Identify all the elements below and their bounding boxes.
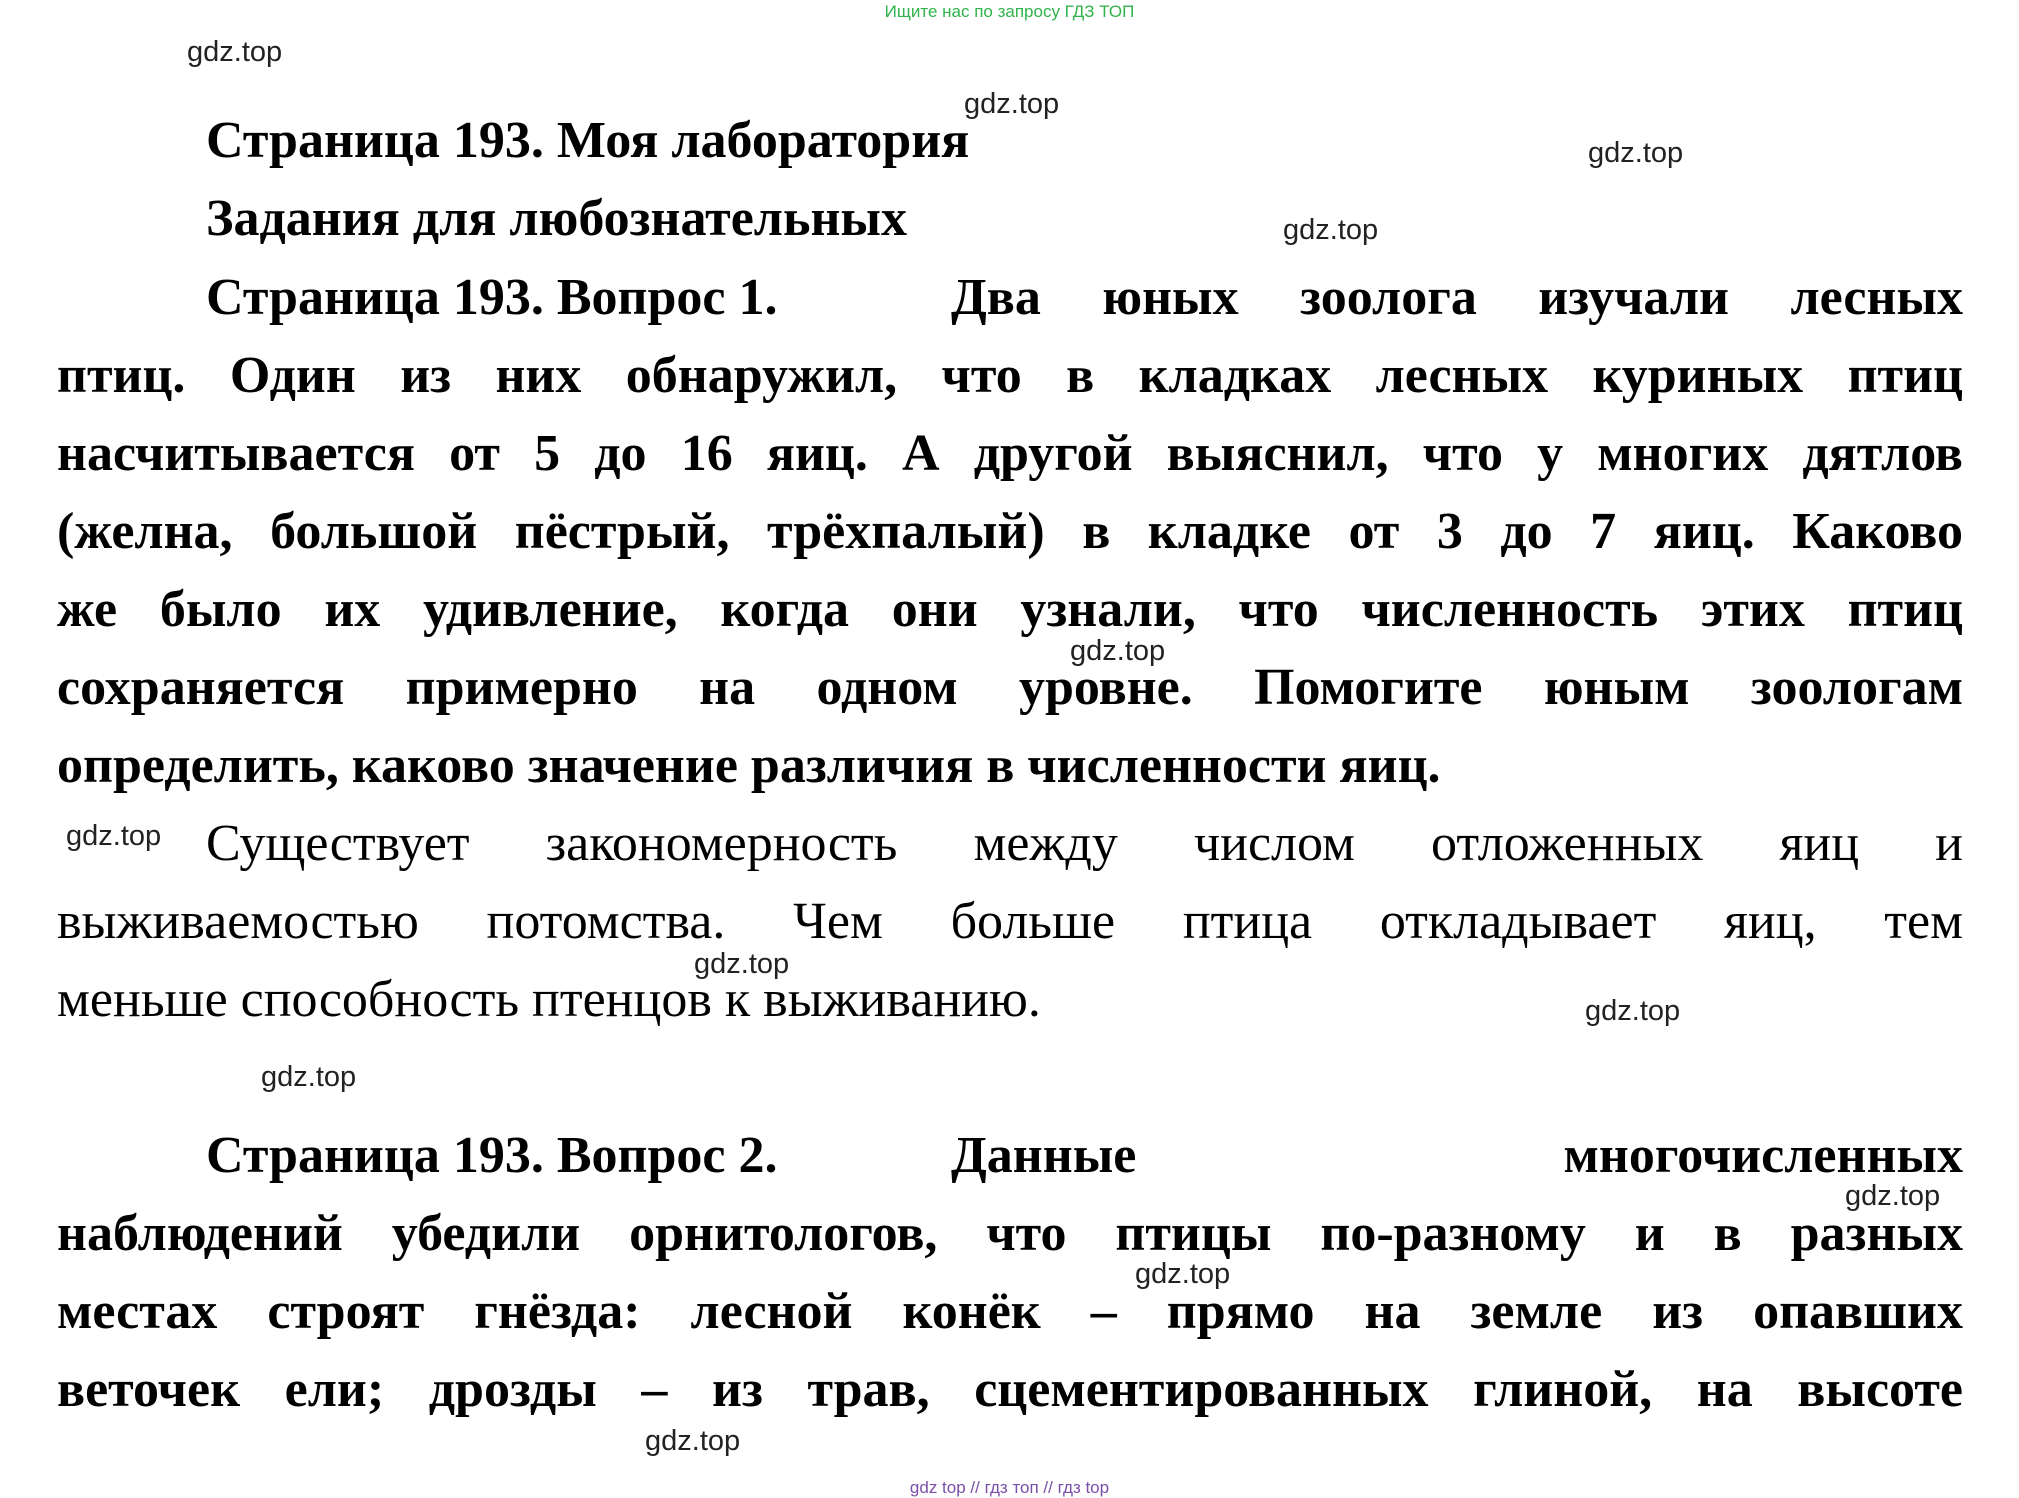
watermark: gdz.top [261,1061,357,1093]
question-2-label: Страница 193. Вопрос 2. [206,1127,778,1184]
watermark: gdz.top [187,36,283,68]
question-2-text-line: Данные многочисленных [951,1127,1963,1184]
bottom-banner: gdz top // гдз топ // гдз top [909,1478,1110,1497]
top-banner: Ищите нас по запросу ГДЗ ТОП [884,2,1135,21]
question-2-text-line: веточек ели; дрозды – из трав, сцементированных глиной, на высоте [57,1361,1963,1418]
question-1-text-line: же было их удивление, когда они узнали, что численность этих птиц [57,581,1963,638]
watermark: gdz.top [66,820,162,852]
question-1-text-line: определить, каково значение различия в численности яиц. [57,737,1441,794]
watermark: gdz.top [1283,214,1379,246]
question-1-text-line: сохраняется примерно на одном уровне. Помогите юным зоологам [57,659,1963,716]
watermark: gdz.top [1135,1258,1231,1290]
question-1-text-line: птиц. Один из них обнаружил, что в кладках лесных куриных птиц [57,347,1963,404]
watermark: gdz.top [1845,1180,1941,1212]
watermark: gdz.top [645,1425,741,1457]
question-2-first-line [206,1127,1963,1186]
question-1-text-line: насчитывается от 5 до 16 яиц. А другой выяснил, что у многих дятлов [57,425,1963,482]
answer-1-line: меньше способность птенцов к выживанию. [57,971,1041,1028]
watermark: gdz.top [1070,635,1166,667]
page-subtitle: Задания для любознательных [206,190,908,247]
watermark: gdz.top [694,948,790,980]
answer-1-line: выживаемостью потомства. Чем больше птица откладывает яиц, тем [57,893,1963,950]
question-1-text-line: Два юных зоолога изучали лесных [951,269,1963,326]
watermark: gdz.top [964,88,1060,120]
question-1-text-line: (желна, большой пёстрый, трёхпалый) в кладке от 3 до 7 яиц. Каково [57,503,1963,560]
question-2-text-line: наблюдений убедили орнитологов, что птицы по-разному и в разных [57,1205,1963,1262]
answer-1-line: Существует закономерность между числом отложенных яиц и [206,815,1963,872]
page-title: Страница 193. Моя лаборатория [206,112,970,169]
question-1-first-line [206,269,1963,328]
watermark: gdz.top [1585,995,1681,1027]
watermark: gdz.top [1588,137,1684,169]
question-2-text-line: местах строят гнёзда: лесной конёк – прямо на земле из опавших [57,1283,1963,1340]
question-1-label: Страница 193. Вопрос 1. [206,269,778,326]
